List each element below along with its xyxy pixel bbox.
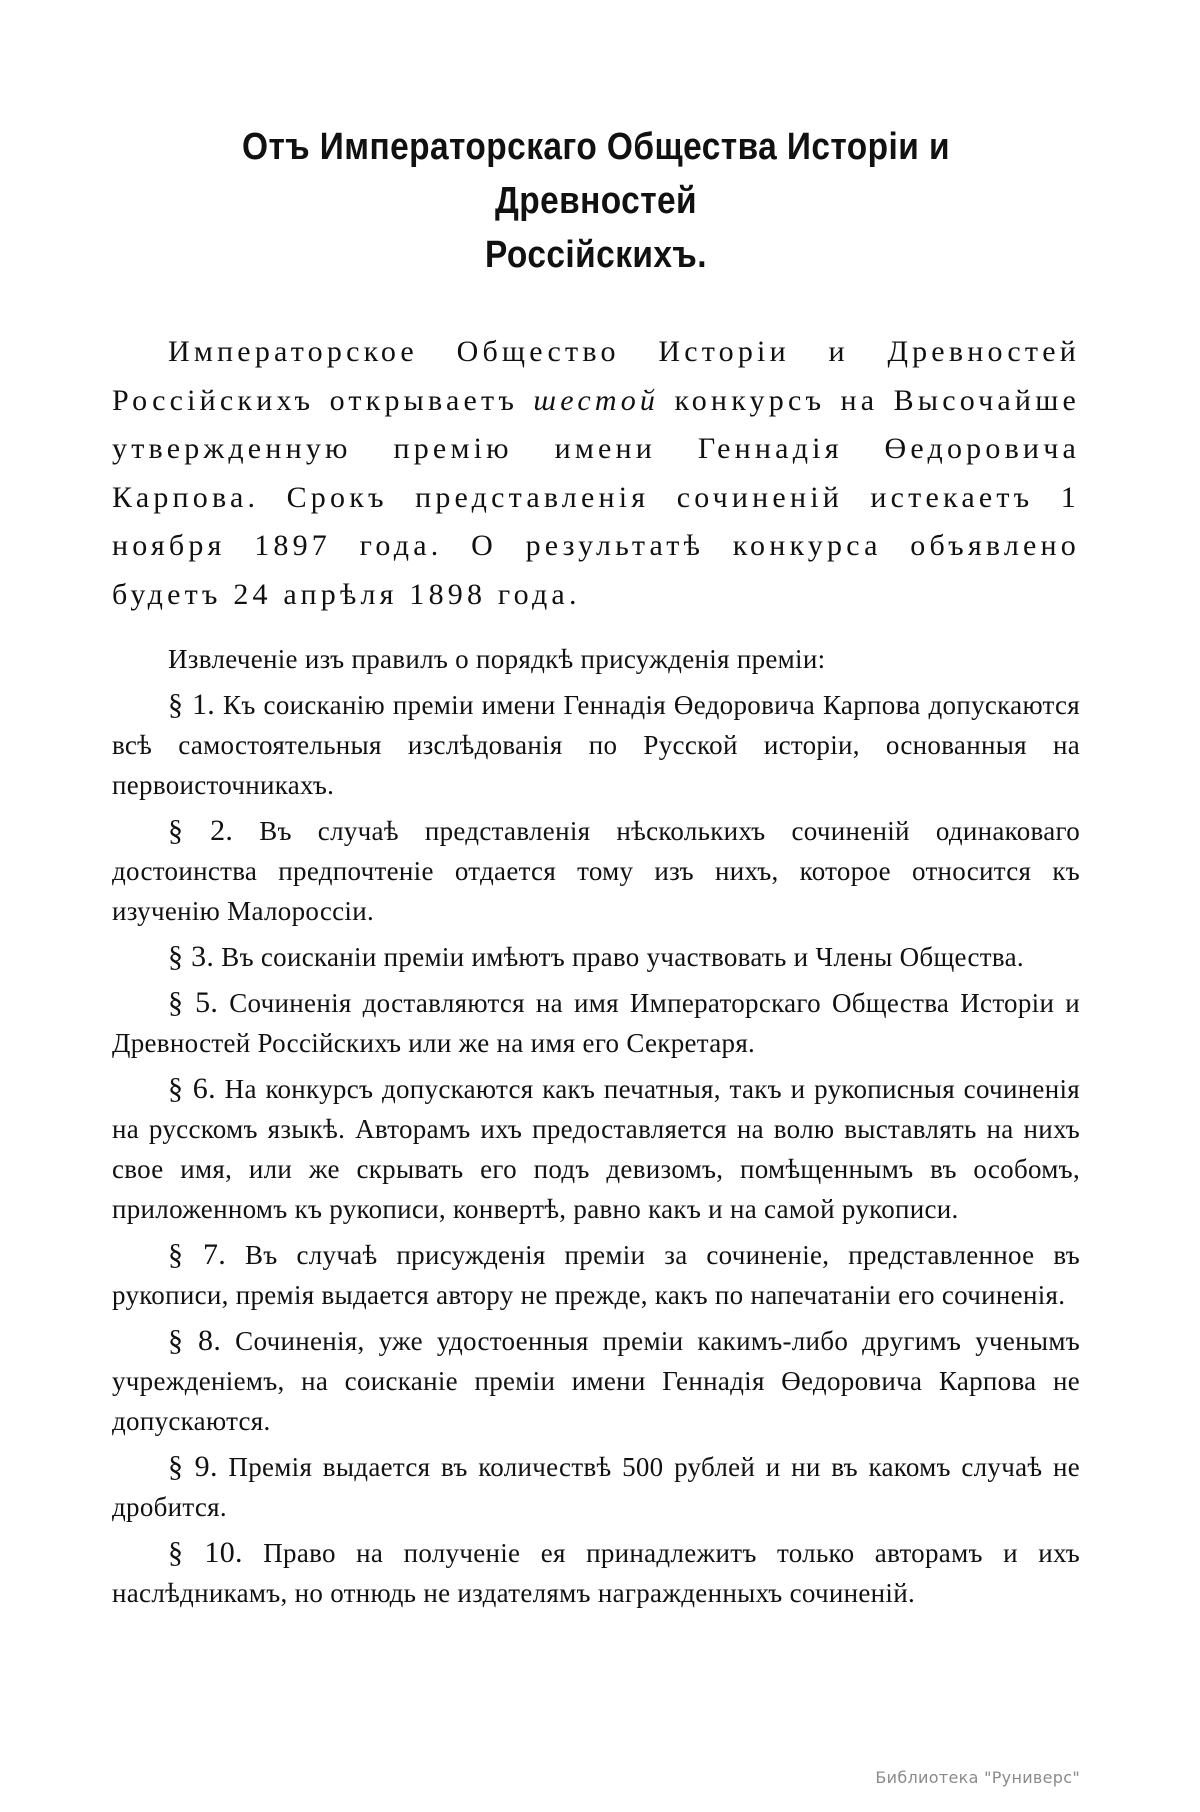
title-line-2: Россійскихъ. [485,234,707,276]
rule-number: § 5. [168,986,219,1019]
title-line-1: Отъ Императорскаго Общества Исторіи и Древностей [241,126,950,222]
rule-number: § 9. [168,1450,218,1483]
rules-list [112,685,1080,1613]
rule-text: Сочиненія, уже удостоенныя преміи какимъ-либо другимъ ученымъ учрежденіемъ, на соисканіе преміи имени Геннадія Өедоровича Карпова не допускаются. [112,1326,1080,1436]
rule-number: § 2. [168,814,234,847]
intro-paragraph [112,328,1080,619]
intro-emphasis: шестой [533,383,660,417]
rule-text: Премія выдается въ количествѣ 500 рублей и ни въ какомъ случаѣ не дробится. [112,1452,1081,1522]
rule-item [112,937,1080,977]
rule-text: Въ соисканіи преміи имѣютъ право участвовать и Члены Общества. [221,942,1024,972]
rule-text: Въ случаѣ представленія нѣсколькихъ сочиненій одинаковаго достоинства предпочтеніе отдается тому изъ нихъ, которое относится къ изученію Малороссіи. [112,816,1081,926]
rule-number: § 8. [168,1324,222,1357]
rule-number: § 10. [168,1536,243,1569]
library-watermark: Библиотека "Руниверс" [875,1768,1080,1787]
rule-number: § 1. [168,688,216,721]
rule-number: § 7. [168,1238,227,1271]
rule-item [112,811,1080,931]
rule-number: § 3. [168,940,215,973]
rule-item [112,1069,1080,1229]
rule-item [112,1533,1080,1613]
rule-text: Право на полученіе ея принадлежитъ только авторамъ и ихъ наслѣдникамъ, но отнюдь не издателямъ награжденныхъ сочиненій. [112,1538,1081,1608]
rule-text: Къ соисканію преміи имени Геннадія Өедоровича Карпова допускаются всѣ самостоятельныя изслѣдованія по Русской исторіи, основанныя на первоисточникахъ. [112,690,1080,800]
intro-text-start: Императорское Общество Исторіи и Древностей Россійскихъ открываетъ [112,335,1080,417]
rule-text: Въ случаѣ присужденія преміи за сочиненіе, представленное въ рукописи, премія выдается автору не прежде, какъ по напечатаніи его сочиненія. [112,1240,1080,1310]
rule-item [112,685,1080,805]
rule-item [112,983,1080,1063]
intro-text-end: конкурсъ на Высочайше утвержденную премію имени Геннадія Өедоровича Карпова. Срокъ представленія сочиненій истекаетъ 1 ноября 1897 года. О результатѣ конкурса объявлено будетъ 24 апрѣля 1898 года. [112,383,1081,611]
document-page [112,120,1080,1613]
page-title [170,120,1022,282]
rule-item [112,1321,1080,1441]
rule-number: § 6. [168,1072,216,1105]
extract-heading: Извлеченіе изъ правилъ о порядкѣ присужденія преміи: [168,644,826,674]
rule-item [112,1447,1080,1527]
rule-item [112,1235,1080,1315]
rule-text: Сочиненія доставляются на имя Императорскаго Общества Исторіи и Древностей Россійскихъ или же на имя его Секретаря. [112,988,1080,1058]
rule-text: На конкурсъ допускаются какъ печатныя, такъ и рукописныя сочиненія на русскомъ языкѣ. Авторамъ ихъ предоставляется на волю выставлять на нихъ свое имя, или же скрывать его подъ девизомъ, помѣщеннымъ въ особомъ, приложенномъ къ рукописи, конвертѣ, равно какъ и на самой рукописи. [112,1074,1080,1224]
